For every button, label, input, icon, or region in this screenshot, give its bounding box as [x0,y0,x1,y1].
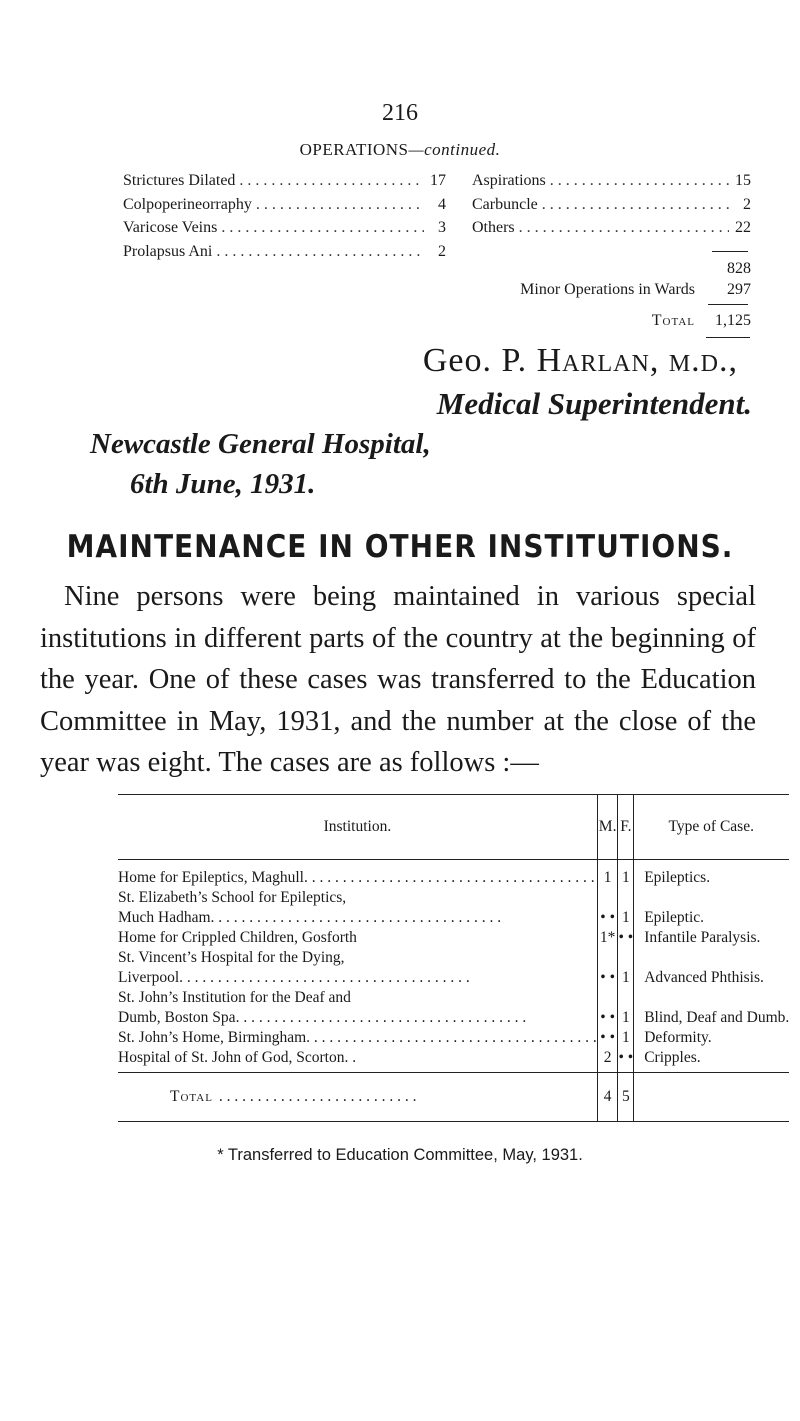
subtotal-value: 828 [727,260,751,277]
body-paragraph [40,576,756,784]
minor-operations-value: 297 [727,281,751,298]
operations-heading [0,140,800,160]
operations-total-value: 1,125 [715,312,751,329]
operation-row [472,172,751,196]
signature-name [423,342,738,380]
operation-name: Aspirations [472,172,546,189]
table-row: St. Elizabeth’s School for Epileptics, [118,889,347,906]
operation-count: 3 [438,219,446,236]
operations-left-column [123,172,446,266]
header-female: F. [618,795,634,860]
operation-count: 2 [743,195,751,213]
operation-count: 22 [735,219,751,236]
operations-right-column [472,172,751,243]
minor-operations-row [472,281,751,299]
operation-row [123,219,446,243]
table-row: Liverpool . . . [118,968,597,988]
operation-count: 15 [735,172,751,189]
table-total-row [118,1073,789,1122]
header-institution: Institution. [118,795,597,860]
operation-row [123,243,446,267]
hospital-name: Newcastle General Hospital, [90,428,431,460]
institutions-table [118,794,789,1122]
page-number: 216 [382,100,418,126]
operations-heading-text: OPERATIONS [299,140,409,159]
table-row: St. Vincent’s Hospital for the Dying, [118,949,345,966]
operations-total-row [472,312,751,330]
operation-row [472,196,751,220]
total-underline [706,337,750,338]
table-row: Home for Epileptics, Maghull . . . [118,868,597,888]
table-row: Hospital of St. John of God, Scorton. . [118,1049,357,1066]
male-column: 1 • • 1* • • • • • • 2 [597,860,618,1073]
table-header-row [118,795,789,860]
operation-row [123,196,446,220]
section-heading: MAINTENANCE IN OTHER INSTITUTIONS. [66,528,734,565]
operation-count: 2 [438,242,446,260]
table-row: Dumb, Boston Spa . . . [118,1008,597,1028]
table-row: St. John’s Home, Birmingham . . . [118,1028,597,1048]
operation-name: Others [472,219,515,236]
signature-surname: Harlan, m.d., [536,342,738,379]
operation-row [123,172,446,196]
minor-operations-label: Minor Operations in Wards [520,281,695,298]
operation-count: 4 [438,195,446,213]
table-total-female: 5 [618,1073,634,1122]
table-body [118,860,789,1073]
table-row: Much Hadham . . . [118,908,597,928]
institution-column [118,860,597,1073]
operation-row [472,219,751,243]
operation-name: Varicose Veins [123,219,218,236]
header-type-of-case: Type of Case. [634,795,790,860]
table-row: Home for Crippled Children, Gosforth [118,929,357,946]
operation-count: 17 [430,172,446,189]
footnote: * Transferred to Education Committee, May, 1931. [217,1146,583,1164]
subtotal-row [472,260,751,278]
operations-total-label: Total [651,312,695,329]
female-column: 1 1 • • 1 1 1 • • [618,860,634,1073]
operation-name: Strictures Dilated [123,172,236,189]
table-total-male: 4 [597,1073,618,1122]
body-paragraph-text: Nine persons were being maintained in various special institutions in different parts of the country at the beginning of the year. One of these cases was transferred to the Education Committee in May, 1931, and the number at the close of the year was eight. The cases are as follows :— [40,581,756,778]
header-male: M. [597,795,618,860]
total-rule [708,304,748,305]
operation-name: Prolapsus Ani [123,242,213,260]
type-of-case-column: Epileptics. Epileptic. Infantile Paralysis. Advanced Phthisis. Blind, Deaf and Dumb. Deformity. Cripples. [644,869,790,1066]
operations-heading-suffix: —continued. [408,140,501,159]
table-row: St. John’s Institution for the Deaf and [118,989,351,1006]
table-total-label: Total [170,1088,213,1105]
operation-name: Carbuncle [472,195,538,213]
signature-date: 6th June, 1931. [130,468,316,500]
signature-title: Medical Superintendent. [436,386,752,421]
signature-initials: Geo. P. [422,342,528,379]
operation-name: Colpoperineorraphy [123,195,252,213]
subtotal-rule [712,251,748,252]
